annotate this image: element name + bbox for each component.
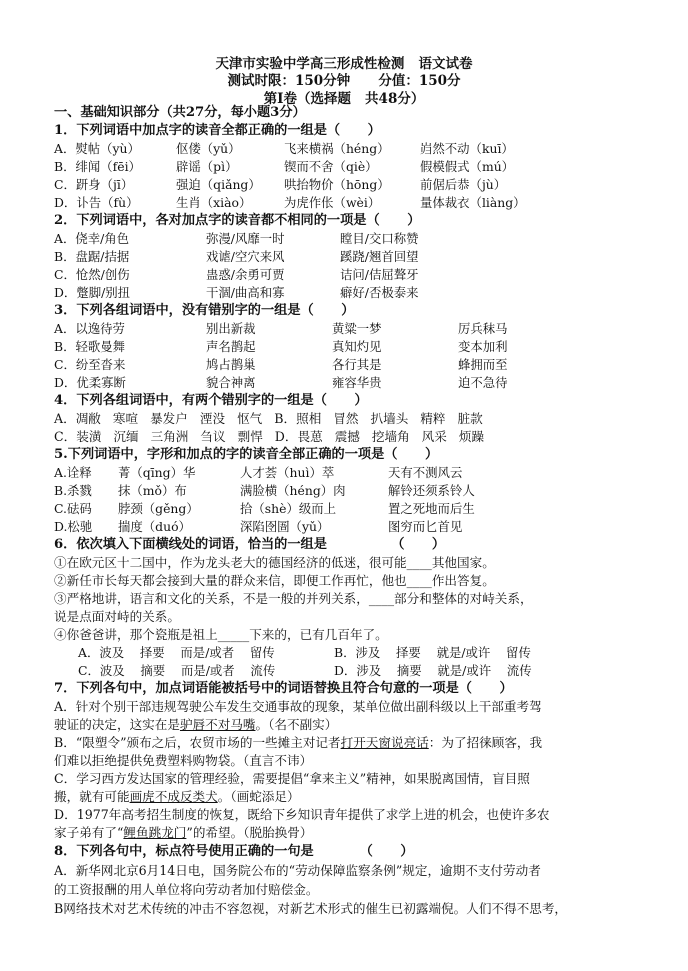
q3-a-3: 黄粱一梦 [332, 321, 382, 336]
q5-b-3: 满脸横（héng）肉 [240, 483, 346, 498]
q8-b-line1: B网络技术对艺术传统的冲击不容忽视，对新艺术形式的催生已初露端倪。人们不得不思考， [54, 901, 568, 916]
q2-c-2: 蛊惑/余勇可贾 [206, 267, 285, 282]
q1-b-3: 锲而不舍（qiè） [284, 159, 378, 174]
q6-stem: 6．依次填入下面横线处的词语，恰当的一组是 （ ） [54, 537, 446, 552]
q5-a-3: 人才荟（huì）萃 [240, 465, 335, 480]
q3-c-4: 蜂拥而至 [458, 357, 508, 372]
q7-stem: 7．下列各句中，加点词语能被括号中的词语替换且符合句意的一项是（ ） [54, 681, 513, 696]
q1-a-3: 飞来横祸（héng） [284, 141, 390, 156]
q8-a-line2: 的工资报酬的用人单位将向劳动者加付赔偿金。 [54, 882, 319, 897]
q8-stem: 8．下列各句中，标点符号使用正确的一句是 （ ） [54, 844, 414, 859]
q7-c-line1: C．学习西方发达国家的管理经验，需要提倡“拿来主义”精神，如果脱离国情，盲目照 [54, 771, 530, 786]
q1-b-4: 假模假式（mú） [420, 159, 515, 174]
exam-info: 测试时限：150分钟 分值：150分 [227, 73, 461, 89]
q7-c-pre: 搬，就有可能 [54, 789, 130, 804]
q4-row-cd: C．装潢 沉缅 三角洲 刍议 剽悍 D．畏葸 震撼 挖墙角 风采 烦躁 [54, 429, 485, 444]
q1-c-2: 强迫（qiǎng） [176, 177, 261, 192]
q7-d-post: ”的希望。（脱胎换骨） [186, 825, 313, 840]
q6-option-d: D．涉及 摘要 就是/或许 流传 [334, 663, 532, 678]
q7-d-phrase: 鲤鱼跳龙门 [123, 825, 187, 840]
q5-c-2: 脖颈（gěng） [118, 501, 199, 516]
q2-stem: 2．下列词语中，各对加点字的读音都不相同的一项是（ ） [54, 213, 421, 228]
q7-d-pre: 家子弟有了“ [54, 825, 124, 840]
q1-a-1: A．熨帖（yù） [54, 141, 140, 156]
q2-a-1: A．侥幸/角色 [54, 231, 130, 246]
q5-c-3: 拾（shè）级而上 [240, 501, 337, 516]
q7-b-pre: B．“限塑令”颁布之后，农贸市场的一些摊主对记者 [54, 735, 341, 750]
q1-stem: 1．下列词语中加点字的读音全都正确的一组是（ ） [54, 123, 381, 138]
q2-c-1: C．怆然/创伤 [54, 267, 130, 282]
q3-a-4: 厉兵秣马 [458, 321, 508, 336]
q1-d-2: 生肖（xiào） [176, 195, 252, 210]
q3-stem: 3．下列各组词语中，没有错别字的一组是（ ） [54, 303, 355, 318]
q3-b-2: 声名鹊起 [206, 339, 256, 354]
q5-d-4: 图穷而匕首见 [388, 519, 463, 534]
q3-d-4: 迫不急待 [458, 375, 508, 390]
school-title: 天津市实验中学高三形成性检测 语文试卷 [215, 56, 473, 72]
q6-sentence-3b: 说是点面对峙的关系。 [54, 609, 180, 624]
q2-b-3: 蹊跷/翘首回望 [340, 249, 419, 264]
q7-c-phrase: 画虎不成反类犬 [129, 789, 218, 804]
q7-a-pre: 驶证的决定，这实在是 [54, 717, 180, 732]
q6-option-a: A．波及 择要 而是/或者 留传 [78, 645, 275, 660]
q2-b-1: B．盘踞/拮据 [54, 249, 130, 264]
q7-a-post: 。（名不副实） [255, 717, 338, 732]
q2-a-2: 弥漫/风靡一时 [206, 231, 285, 246]
q1-c-3: 哄抬物价（hōng） [284, 177, 390, 192]
q2-c-3: 诘问/佶屈聱牙 [340, 267, 419, 282]
q3-b-3: 真知灼见 [332, 339, 382, 354]
q1-c-4: 前倨后恭（jù） [420, 177, 507, 192]
volume-title: 第Ⅰ卷（选择题 共48分） [263, 91, 425, 107]
q2-b-2: 戏谑/空穴来风 [206, 249, 285, 264]
q5-stem: 5.下列词语中，字形和加点的字的读音全部正确的一项是（ ） [54, 447, 439, 462]
q4-stem: 4．下列各组词语中，有两个错别字的一组是（ ） [54, 393, 368, 408]
q7-a-line1: A．针对个别干部违规驾驶公车发生交通事故的现象，某单位做出副科级以上干部重考驾 [54, 699, 542, 714]
q2-a-3: 瞠目/交口称赞 [340, 231, 419, 246]
q6-option-c: C．波及 摘要 而是/或者 流传 [78, 663, 276, 678]
q5-b-4: 解铃还须系铃人 [388, 483, 475, 498]
q3-d-1: D．优柔寡断 [54, 375, 126, 390]
q7-a-line2 [54, 716, 337, 734]
q3-b-1: B．轻歌曼舞 [54, 339, 126, 354]
q1-b-1: B．绯闻（fēi） [54, 159, 141, 174]
q2-d-2: 干涸/曲高和寡 [206, 285, 285, 300]
q5-d-1: D.松驰 [54, 519, 93, 534]
q1-d-3: 为虎作伥（wèi） [284, 195, 381, 210]
q3-c-3: 各行其是 [332, 357, 382, 372]
q1-c-1: C．趼身（jī） [54, 177, 134, 192]
q5-c-1: C.砝码 [54, 501, 92, 516]
q7-a-phrase: 驴唇不对马嘴 [179, 717, 256, 732]
q3-a-2: 别出新裁 [206, 321, 256, 336]
q5-a-1: A.诠释 [54, 465, 92, 480]
q2-d-3: 癖好/否极泰来 [340, 285, 419, 300]
q3-c-2: 鸠占鹊巢 [206, 357, 256, 372]
q5-b-2: 抹（mǒ）布 [118, 483, 187, 498]
q3-c-1: C．纷至沓来 [54, 357, 126, 372]
q1-b-2: 辟谣（pì） [176, 159, 238, 174]
q5-c-4: 置之死地而后生 [388, 501, 475, 516]
q7-c-post: 。（画蛇添足） [217, 789, 300, 804]
q6-sentence-1: ①在欧元区十二国中，作为龙头老大的德国经济的低迷，很可能____其他国家。 [54, 555, 495, 570]
q5-b-1: B.杀戮 [54, 483, 92, 498]
q3-b-4: 变本加利 [458, 339, 508, 354]
q2-d-1: D．蹩脚/别扭 [54, 285, 131, 300]
q1-a-4: 岿然不动（kuī） [420, 141, 514, 156]
q3-a-1: A．以逸待劳 [54, 321, 125, 336]
q4-row-ab: A．凋敝 寒喧 暴发户 湮没 怄气 B．照相 冒然 扒墙头 精粹 脏款 [54, 411, 483, 426]
q7-d-line2 [54, 824, 312, 842]
q6-option-b: B．涉及 择要 就是/或许 留传 [334, 645, 531, 660]
q7-b-line1 [54, 734, 542, 752]
q5-d-2: 揣度（duó） [118, 519, 191, 534]
q7-d-line1: D．1977年高考招生制度的恢复，既给下乡知识青年提供了求学上进的机会，也使许多农 [54, 807, 550, 822]
q7-b-post: ：为了招徕顾客，我 [428, 735, 543, 750]
q7-b-line2: 们难以拒绝提供免费塑料购物袋。（直言不讳） [54, 753, 313, 768]
q1-d-4: 量体裁衣（liàng） [420, 195, 526, 210]
q6-sentence-3a: ③严格地讲，语言和文化的关系，不是一般的并列关系，____部分和整体的对峙关系， [54, 591, 533, 606]
q5-a-2: 菁（qīng）华 [118, 465, 196, 480]
q5-a-4: 天有不测风云 [388, 465, 463, 480]
section-heading: 一、基础知识部分（共27分，每小题3分） [54, 105, 306, 120]
q3-d-3: 雍容华贵 [332, 375, 382, 390]
q8-a-line1: A．新华网北京6月14日电，国务院公布的“劳动保障监察条例”规定，逾期不支付劳动者 [54, 863, 541, 878]
q6-sentence-4: ④你爸爸讲，那个瓷瓶是祖上_____下来的，已有几百年了。 [54, 627, 388, 642]
q1-a-2: 伛偻（yǔ） [176, 141, 241, 156]
q7-b-phrase: 打开天窗说亮话 [340, 735, 429, 750]
q1-d-1: D．讣告（fù） [54, 195, 139, 210]
q7-c-line2 [54, 788, 300, 806]
q6-sentence-2: ②新任市长每天都会接到大量的群众来信，即便工作再忙，他也____作出答复。 [54, 573, 495, 588]
q3-d-2: 貌合神离 [206, 375, 256, 390]
q5-d-3: 深陷囹圄（yǔ） [240, 519, 330, 534]
